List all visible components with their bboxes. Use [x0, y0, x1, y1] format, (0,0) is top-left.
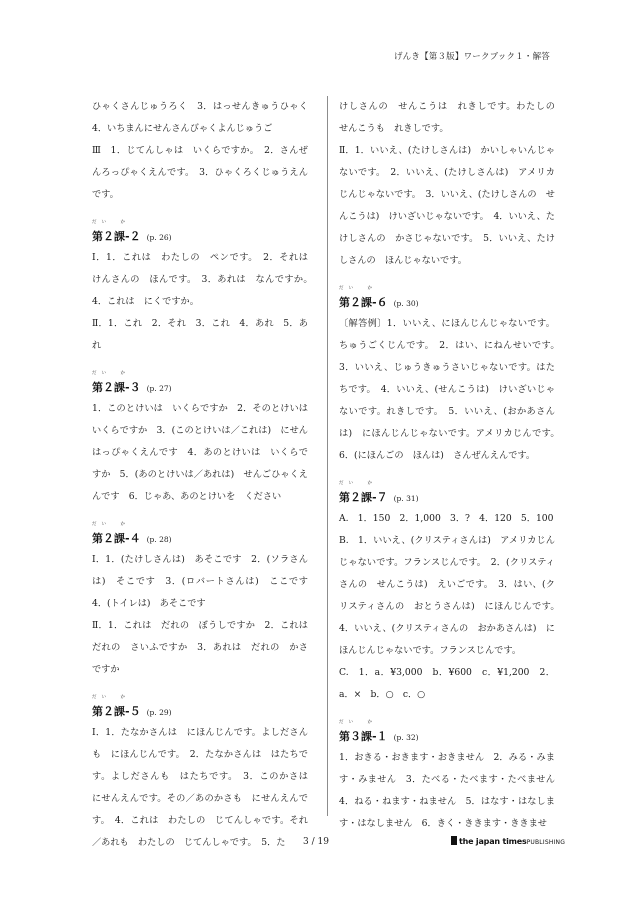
page-ref: (p. 26)	[146, 233, 172, 242]
page-ref: (p. 27)	[146, 384, 172, 393]
section-2-2	[92, 220, 318, 357]
answer-text: Ⅲ 1．じてんしゃは いくらですか。 2．さんぜんろっぴゃくえんです。 3．ひゃくろくじゅうえんです。	[92, 145, 308, 200]
furigana: だい か	[92, 220, 130, 225]
answer-text: Ⅱ．1．いいえ、(たけしさんは) かいしゃいんじゃないです。 2．いいえ、(たけしさんは) アメリカじんじゃないです。 3．いいえ、(たけしさんの せんこうは) けいざいじゃないです。 4．いいえ、たけしさんの かさじゃないです。 5．いいえ、たけしさんの ほんじゃないです。	[339, 145, 555, 266]
column-divider	[327, 96, 328, 816]
lesson-label: 第２課-２	[92, 230, 141, 243]
furigana: だい か	[339, 481, 377, 486]
section-heading	[92, 695, 308, 722]
lesson-label: 第２課-４	[92, 532, 141, 545]
lesson-label: 第３課-１	[339, 730, 388, 743]
page-ref: (p. 29)	[146, 708, 172, 717]
right-column	[339, 96, 565, 835]
answer-text: Ⅰ．1．これは わたしの ペンです。 2．それは けんさんの ほんです。 3．あれは なんですか。 4．これは にくですか。	[92, 252, 318, 307]
answer-text: 1．おきる・おきます・おきません 2．みる・みます・みません 3．たべる・たべます・たべません 4．ねる・ねます・ねません 5．はなす・はなします・はなしません 6．きく・ききます・ききませ	[339, 752, 565, 829]
section-2-6	[339, 286, 565, 467]
section-2-4	[92, 522, 318, 681]
section-heading	[92, 522, 308, 549]
page-number: 3 / 19	[303, 837, 329, 847]
answer-text: ひゃくさんじゅうろく 3．はっせんきゅうひゃく 4．いちまんにせんさんびゃくよんじゅうご	[92, 101, 318, 134]
lesson-label: 第２課-６	[339, 296, 388, 309]
answer-text: Ⅱ．1．これは だれの ぼうしですか 2．これは だれの さいふですか 3．あれは だれの かさですか	[92, 620, 318, 675]
furigana: だい か	[339, 720, 377, 725]
answer-text: Ⅱ．1．これ 2．それ 3．これ 4．あれ 5．あれ	[92, 318, 308, 351]
section-3-1	[339, 720, 565, 835]
page-ref: (p. 31)	[393, 494, 419, 503]
page-ref: (p. 30)	[393, 299, 419, 308]
section-2-3	[92, 371, 318, 508]
page-ref: (p. 28)	[146, 535, 172, 544]
answer-text: Ⅰ．1．(たけしさんは) あそこです 2．(ソラさんは) そこです 3．(ロバートさんは) ここです 4．(トイレは) あそこです	[92, 554, 318, 609]
lesson-label: 第２課-７	[339, 491, 388, 504]
furigana: だい か	[92, 695, 130, 700]
answer-text: けしさんの せんこうは れきしです。わたしの せんこうも れきしです。	[339, 101, 565, 134]
furigana: だい か	[92, 371, 130, 376]
publisher-suffix: PUBLISHING	[526, 839, 566, 846]
answer-text: B. 1．いいえ、(クリスティさんは) アメリカじんじゃないです。フランスじんです。 2．(クリスティさんの せんこうは) えいごです。 3．はい、(クリスティさんの おとうさんは) にほんじんです。 4．いいえ、(クリスティさんの おかあさんは) にほんじんじゃないです。フランスじんです。	[339, 535, 565, 656]
section-2-7	[339, 481, 565, 706]
section-heading	[92, 220, 308, 247]
answer-text: Ⅰ．1．たなかさんは にほんじんです。よしださんも にほんじんです。 2．たなかさんは はたちです。よしださんも はたちです。 3．このかさは にせんえんです。その／あのかさも にせんえんです。 4．これは わたしの じてんしゃです。それ／あれも わたしの じてんしゃです。 5．た	[92, 727, 318, 848]
section-heading	[339, 481, 555, 508]
running-header: げんき【第３版】ワークブック１・解答	[393, 52, 550, 62]
answer-text: 1．このとけいは いくらですか 2．そのとけいは いくらですか 3．(このとけいは／これは) にせんはっぴゃくえんです 4．あのとけいは いくらですか 5．(あのとけいは／あれは) せんごひゃくえんです 6．じゃあ、あのとけいを ください	[92, 403, 318, 502]
publisher-name: the japan times	[459, 837, 527, 846]
answer-text: C. 1．a．¥3,000 b．¥600 c．¥1,200 2．a．× b．○ c．○	[339, 667, 555, 700]
lesson-label: 第２課-３	[92, 381, 141, 394]
section-heading	[339, 286, 555, 313]
lesson-label: 第２課-５	[92, 705, 141, 718]
publisher-logo	[451, 836, 565, 846]
answer-text: 〔解答例〕1．いいえ、にほんじんじゃないです。ちゅうごくじんです。 2．はい、にねんせいです。 3．いいえ、じゅうきゅうさいじゃないです。はたちです。 4．いいえ、(せんこうは) けいざいじゃないです。れきしです。 5．いいえ、(おかあさんは) にほんじんじゃないです。アメリカじんです。 6．(にほんごの ほんは) さんぜんえんです。	[339, 318, 565, 461]
furigana: だい か	[339, 286, 377, 291]
answer-text: A. 1．150 2．1,000 3．? 4．120 5．100	[339, 513, 554, 524]
section-heading	[339, 720, 555, 747]
logo-mark-icon	[451, 836, 457, 845]
page-ref: (p. 32)	[393, 733, 419, 742]
furigana: だい か	[92, 522, 130, 527]
section-heading	[92, 371, 308, 398]
